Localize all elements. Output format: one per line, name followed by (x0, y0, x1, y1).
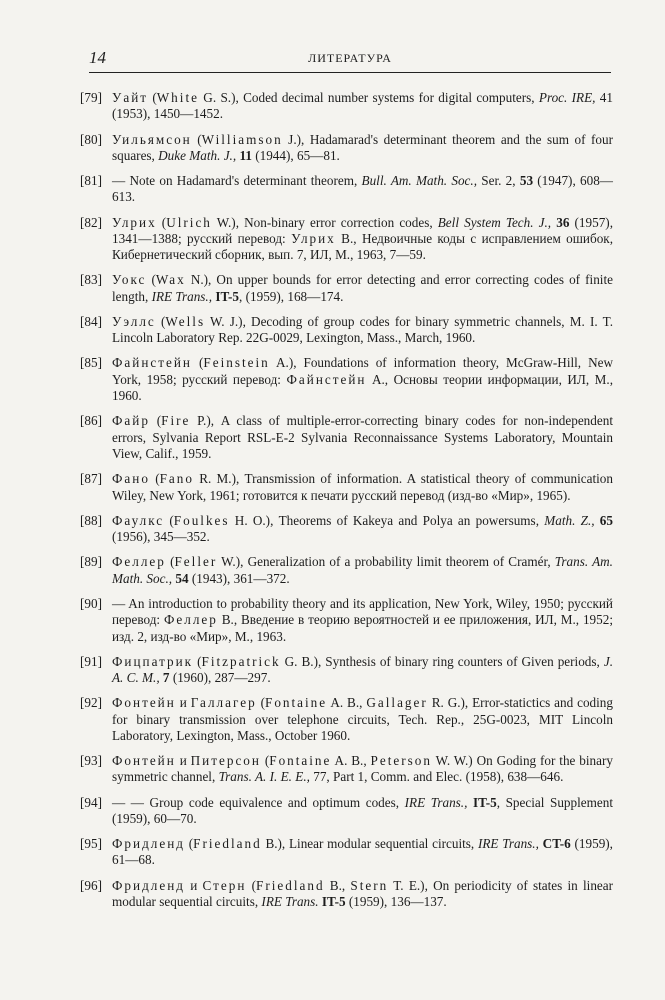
author-name: Fontaine (269, 753, 332, 769)
page-number: 14 (89, 48, 106, 67)
reference-text: В., Недвоичные коды с исправлением ошибок, Кибернетический сборник, вып. 7, ИЛ, М., 1963, 7—59. (112, 230, 613, 263)
reference-text: (1943), 361—372. (188, 570, 290, 586)
reference-entry (80, 695, 613, 744)
reference-text: ( (164, 512, 174, 528)
reference-text: J.), Hadamarad's determinant theorem and the sum of four squares, (112, 131, 613, 163)
journal-title: J. A. C. M., (112, 653, 613, 686)
reference-text: ( (260, 753, 270, 769)
reference-entry (80, 596, 613, 645)
reference-text: — — Group code equivalence and optimum codes, (112, 794, 405, 810)
reference-number: [89] (80, 554, 102, 570)
author-name: Улрих (112, 214, 157, 230)
reference-text: B., (324, 877, 351, 893)
reference-text: W.), Non-binary error correction codes, (211, 214, 438, 230)
journal-title: IRE Trans. (261, 893, 319, 909)
author-name: Feinstein (203, 355, 270, 371)
author-name: Файр (112, 413, 150, 429)
journal-title: Trans. A. I. E. E., (218, 769, 310, 785)
reference-number: [96] (80, 877, 102, 893)
author-name: Фридленд (112, 836, 185, 852)
volume-number: 7 (162, 670, 170, 686)
volume-number: IT-5 (321, 893, 346, 909)
reference-text: ( (193, 653, 202, 669)
reference-text: и (175, 695, 191, 711)
reference-text: (1956), 345—352. (112, 529, 210, 545)
reference-text: G. B.), Synthesis of binary ring counters of Given periods, (280, 653, 604, 669)
reference-text: ( (191, 355, 204, 371)
reference-number: [83] (80, 272, 102, 288)
reference-number: [94] (80, 794, 102, 810)
author-name: Фонтейн (112, 695, 176, 711)
reference-text: 77, Part 1, Comm. and Elec. (1958), 638—646. (309, 769, 564, 785)
reference-text: R. G.), Error-statictics and coding for binary transmission over telephone circuits, Tech. Rep., 25G-0023, MIT Lincoln Laboratory, Lexington, Mass., October 1960. (112, 695, 613, 743)
reference-entry (80, 215, 613, 264)
reference-text: ( (149, 413, 162, 429)
reference-text: ( (156, 214, 167, 230)
reference-text: В., Введение в теорию вероятностей и ее приложения, ИЛ, М., 1952; изд. 2, изд-во «Мир», М., 1963. (112, 612, 613, 644)
reference-text: ( (246, 877, 257, 893)
reference-entry (80, 471, 613, 504)
reference-text: A. B., (327, 695, 367, 711)
reference-text: W. J.), Decoding of group codes for binary symmetric channels, M. I. T. Lincoln Laboratory Rep. 22G-0029, Lexington, Mass., March, 1960. (112, 313, 613, 346)
author-name: Ulrich (166, 214, 212, 230)
author-name: Foulkes (173, 512, 230, 528)
reference-entry (80, 132, 613, 165)
reference-entry (80, 173, 613, 206)
reference-text: А., Основы теории информации, ИЛ, М., 1960. (112, 371, 613, 404)
reference-entry (80, 795, 613, 828)
reference-entry (80, 90, 613, 123)
author-name: Файнстейн (286, 371, 367, 387)
reference-number: [88] (80, 512, 102, 528)
reference-text: Ser. 2, (477, 173, 520, 188)
reference-entry (80, 272, 613, 305)
author-name: Peterson (370, 753, 432, 769)
reference-number: [84] (80, 313, 102, 329)
author-name: Fire (161, 413, 191, 429)
reference-text: , (1959), 168—174. (239, 288, 344, 304)
volume-number: 65 (599, 512, 613, 528)
author-name: Уильямсон (112, 131, 192, 147)
author-name: Wax (155, 272, 186, 288)
reference-text: (1960), 287—297. (169, 670, 271, 686)
reference-text: ( (149, 471, 160, 487)
reference-text: A. B., (331, 753, 371, 769)
volume-number: IT-5 (473, 794, 497, 810)
reference-text: (1959), 61—68. (112, 836, 613, 868)
author-name: Friedland (193, 836, 262, 852)
author-name: Уэллс (112, 313, 156, 329)
volume-number: 11 (239, 147, 252, 163)
author-name: Стерн (202, 877, 247, 893)
reference-text: ( (146, 272, 156, 288)
author-name: Stern (350, 877, 389, 893)
reference-text: — An introduction to probability theory and its application, New York, Wiley, 1950; русский перевод: (112, 595, 613, 628)
journal-title: Proc. IRE, (538, 90, 596, 105)
reference-entry (80, 413, 613, 462)
reference-text: 41 (1953), 1450—1452. (112, 90, 613, 122)
reference-text: W.), Generalization of a probability limit theorem of Cramér, (217, 554, 555, 570)
journal-title: Math. Z., (544, 512, 595, 528)
reference-text: ( (191, 131, 202, 147)
author-name: Феллер (112, 554, 166, 570)
reference-entry (80, 878, 613, 911)
reference-number: [81] (80, 173, 102, 188)
reference-text: ( (256, 695, 265, 711)
volume-number: 53 (519, 173, 534, 188)
reference-text: W. W.) On Goding for the binary symmetric channel, (112, 753, 613, 785)
author-name: Фонтейн (112, 753, 176, 769)
reference-entry (80, 355, 613, 404)
reference-text: T. E.), On periodicity of states in linear modular sequential circuits, (112, 877, 614, 909)
author-name: Фано (112, 471, 150, 487)
reference-number: [79] (80, 90, 102, 105)
running-title: ЛИТЕРАТУРА (308, 51, 392, 65)
reference-text: , Special Supplement (1959), 60—70. (112, 794, 613, 826)
volume-number: IT-5 (215, 288, 240, 304)
reference-text: N.), On upper bounds for error detecting and error correcting codes of finite length, (112, 272, 613, 304)
reference-text: A.), Foundations of information theory, McGraw-Hill, New York, 1958; русский перевод: (112, 355, 613, 387)
author-name: Fano (159, 471, 194, 487)
author-name: Уокс (112, 272, 147, 288)
reference-text: H. O.), Theorems of Kakeya and Polya an powersums, (229, 512, 545, 528)
reference-text: ( (155, 313, 166, 329)
reference-entry (80, 314, 613, 347)
journal-title: Trans. Am. Math. Soc., (112, 554, 613, 586)
reference-number: [87] (80, 471, 102, 487)
author-name: Wells (165, 313, 206, 329)
author-name: Gallager (366, 695, 428, 711)
author-name: Питерсон (190, 753, 261, 769)
reference-list (80, 90, 613, 919)
reference-number: [91] (80, 653, 102, 669)
reference-number: [86] (80, 413, 102, 429)
journal-title: IRE Trans., (404, 794, 468, 810)
reference-entry (80, 554, 613, 587)
reference-number: [85] (80, 355, 102, 371)
volume-number: 54 (175, 570, 189, 586)
reference-text: — Note on Hadamard's determinant theorem, (112, 173, 362, 188)
reference-text: R. M.), Transmission of information. A statistical theory of communication Wiley, New York, 1961; готовится к печати русский перевод (изд-во «Мир», 1965). (112, 471, 613, 503)
volume-number: 36 (556, 214, 570, 230)
author-name: Файнстейн (112, 355, 192, 371)
author-name: Уайт (112, 90, 149, 105)
reference-number: [90] (80, 595, 102, 611)
author-name: Фридленд (112, 877, 185, 893)
author-name: White (156, 90, 199, 105)
reference-text: ( (148, 90, 157, 105)
reference-text: (1957), 1341—1388; русский перевод: (112, 214, 613, 246)
journal-title: IRE Trans., (477, 836, 539, 852)
author-name: Фицпатрик (112, 653, 194, 669)
reference-number: [82] (80, 214, 102, 230)
author-name: Улрих (291, 230, 336, 246)
journal-title: Duke Math. J., (158, 147, 237, 163)
author-name: Галлагер (190, 695, 257, 711)
reference-text: и (184, 877, 203, 893)
volume-number: CT-6 (542, 836, 571, 852)
reference-text: G. S.), Coded decimal number systems for digital computers, (198, 90, 539, 105)
author-name: Fitzpatrick (201, 653, 281, 669)
author-name: Феллер (163, 612, 218, 628)
reference-text: (1959), 136—137. (345, 893, 447, 909)
reference-number: [92] (80, 695, 102, 711)
author-name: Фаулкс (112, 512, 165, 528)
journal-title: Bull. Am. Math. Soc., (361, 173, 477, 188)
author-name: Fontaine (264, 695, 328, 711)
reference-entry (80, 836, 613, 869)
reference-number: [93] (80, 753, 102, 769)
author-name: Feller (174, 554, 218, 570)
reference-text: и (175, 753, 191, 769)
reference-entry (80, 753, 613, 786)
author-name: Williamson (201, 131, 283, 147)
reference-text: P.), A class of multiple-error-correcting binary codes for non-independent errors, Sylvania Report RSL-E-2 Sylvania Reconnaissance Systems Laboratory, Mountain View, Calif., 1959. (112, 413, 613, 462)
journal-title: IRE Trans., (151, 288, 213, 304)
reference-number: [95] (80, 836, 102, 852)
author-name: Friedland (256, 877, 325, 893)
page-header (89, 48, 611, 73)
reference-text: ( (165, 554, 175, 570)
reference-text: B.), Linear modular sequential circuits, (261, 836, 478, 852)
reference-text: (1947), 608—613. (112, 173, 613, 205)
journal-title: Bell System Tech. J., (437, 214, 552, 230)
reference-entry (80, 654, 613, 687)
reference-number: [80] (80, 131, 102, 147)
reference-text: ( (184, 836, 194, 852)
reference-text: (1944), 65—81. (251, 147, 340, 163)
reference-entry (80, 513, 613, 546)
